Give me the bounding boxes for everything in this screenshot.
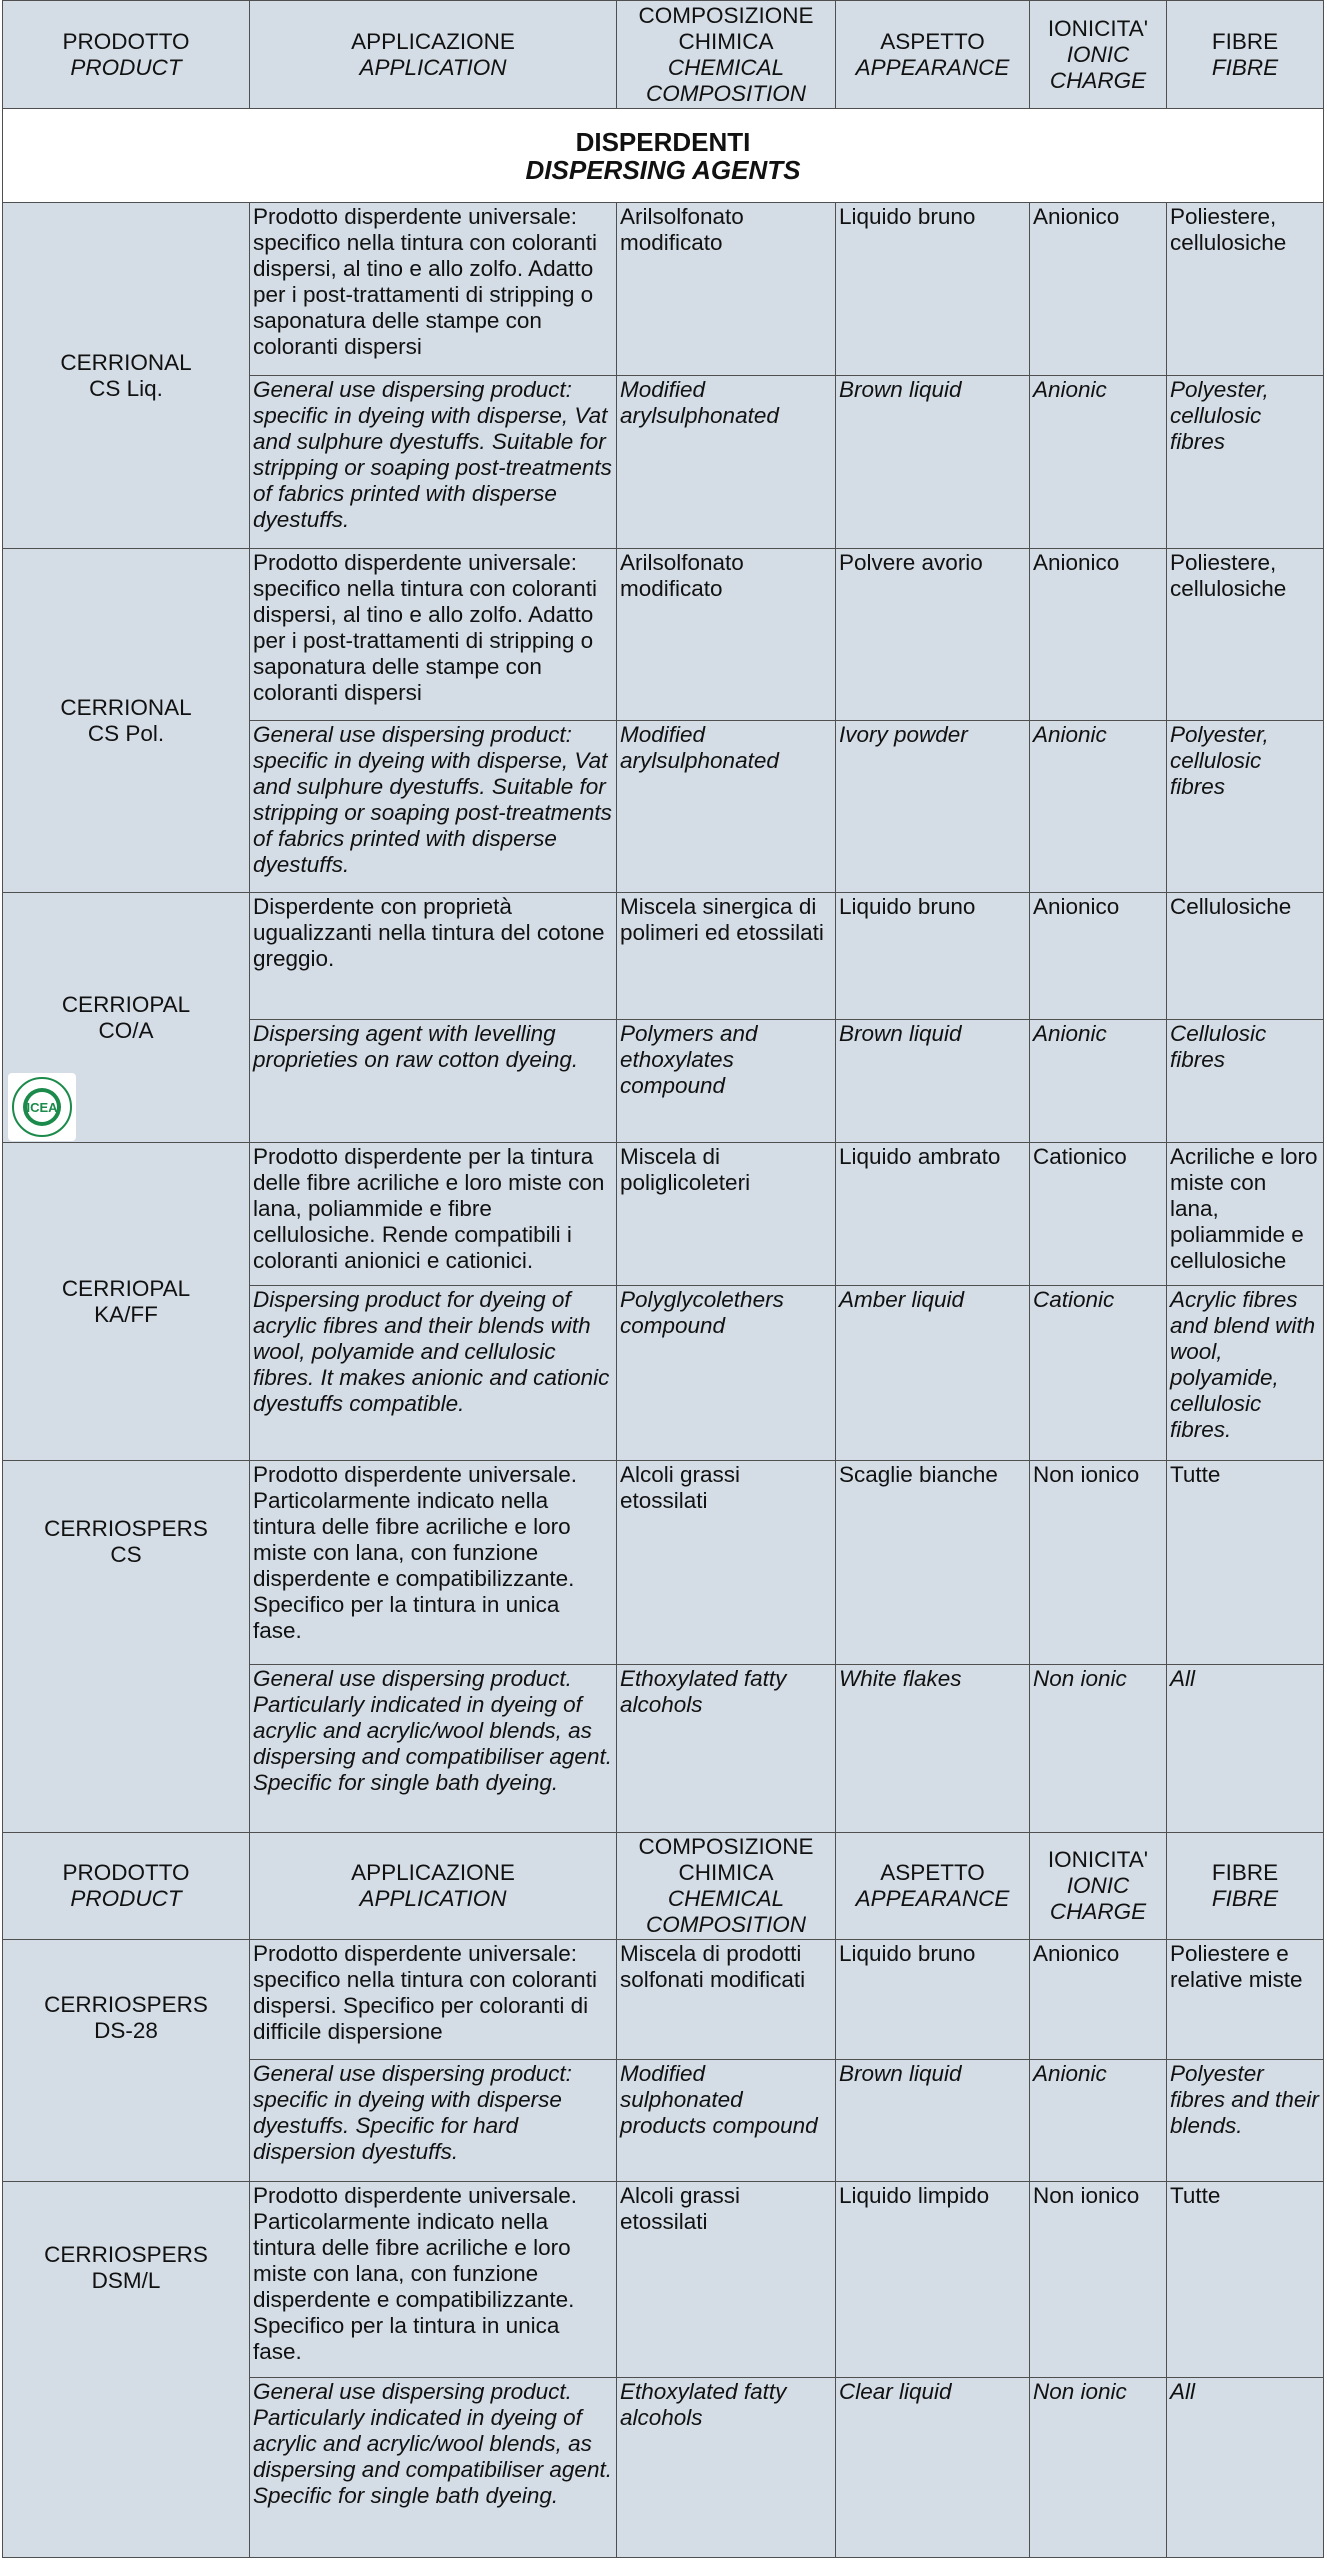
appearance-it: Liquido bruno [836,1940,1030,2060]
appearance-it: Liquido limpido [836,2182,1030,2378]
product-row-it [3,549,1324,721]
composition-it: Miscela di poliglicoleteri [617,1143,836,1286]
product-name: CERRIONAL CS Liq. [3,203,250,549]
ionic-en: Anionic [1030,1020,1167,1143]
fibre-en: All [1167,1665,1324,1837]
product-name: CERRIOSPERS DS-28 [3,1940,250,2182]
application-en: General use dispersing product. Particularly indicated in dyeing of acrylic and acrylic/wool blends, as dispersing and compatibiliser agent. Specific for single bath dyeing. [250,2378,617,2558]
appearance-it: Liquido bruno [836,893,1030,1020]
appearance-it: Polvere avorio [836,549,1030,721]
composition-it: Miscela di prodotti solfonati modificati [617,1940,836,2060]
application-it: Prodotto disperdente per la tintura delle fibre acriliche e loro miste con lana, poliammide e fibre cellulosiche. Rende compatibili i coloranti anionici e cationici. [250,1143,617,1286]
composition-en: Polymers and ethoxylates compound [617,1020,836,1143]
product-name: CERRIOSPERS DSM/L [3,2182,250,2558]
fibre-it: Tutte [1167,1461,1324,1665]
icea-logo-mark [11,1076,73,1138]
composition-en: Polyglycolethers compound [617,1286,836,1461]
composition-en: Modified sulphonated products compound [617,2060,836,2182]
ionic-en: Anionic [1030,376,1167,549]
ionic-it: Non ionico [1030,1461,1167,1665]
ionic-en: Cationic [1030,1286,1167,1461]
application-it: Prodotto disperdente universale: specifico nella tintura con coloranti dispersi. Specifico per coloranti di difficile dispersione [250,1940,617,2060]
composition-it: Alcoli grassi etossilati [617,2182,836,2378]
product-row-it [3,203,1324,376]
appearance-en: Ivory powder [836,721,1030,893]
ionic-it: Anionico [1030,203,1167,376]
application-it: Disperdente con proprietà ugualizzanti nella tintura del cotone greggio. [250,893,617,1020]
header-product: PRODOTTO PRODUCT [3,1,250,109]
header-row [3,1833,1324,1940]
icea-logo [8,1073,76,1141]
appearance-en: White flakes [836,1665,1030,1837]
composition-it: Arilsolfonato modificato [617,203,836,376]
product-row-it [3,1461,1324,1665]
section-title: DISPERDENTI DISPERSING AGENTS [3,109,1324,203]
composition-it: Miscela sinergica di polimeri ed etossilati [617,893,836,1020]
fibre-it: Poliestere, cellulosiche [1167,549,1324,721]
appearance-it: Liquido ambrato [836,1143,1030,1286]
fibre-en: Cellulosic fibres [1167,1020,1324,1143]
product-row-it [3,1143,1324,1286]
fibre-en: Polyester fibres and their blends. [1167,2060,1324,2182]
composition-it: Arilsolfonato modificato [617,549,836,721]
application-it: Prodotto disperdente universale: specifico nella tintura con coloranti dispersi, al tino e allo zolfo. Adatto per i post-trattamenti di stripping o saponatura delle stampe con coloranti dispersi [250,203,617,376]
application-en: General use dispersing product: specific in dyeing with disperse, Vat and sulphure dyestuffs. Suitable for stripping or soaping post-treatments of fabrics printed with disperse dyestuffs. [250,376,617,549]
appearance-en: Amber liquid [836,1286,1030,1461]
fibre-en: Polyester, cellulosic fibres [1167,721,1324,893]
appearance-it: Liquido bruno [836,203,1030,376]
products-table-2 [2,1832,1324,2558]
fibre-it: Cellulosiche [1167,893,1324,1020]
ionic-en: Non ionic [1030,1665,1167,1837]
ionic-it: Cationico [1030,1143,1167,1286]
composition-en: Ethoxylated fatty alcohols [617,1665,836,1837]
application-en: General use dispersing product: specific in dyeing with disperse dyestuffs. Specific for hard dispersion dyestuffs. [250,2060,617,2182]
header-ionic-charge: IONICITA' IONIC CHARGE [1030,1833,1167,1940]
composition-it: Alcoli grassi etossilati [617,1461,836,1665]
application-it: Prodotto disperdente universale. Particolarmente indicato nella tintura delle fibre acriliche e loro miste con lana, con funzione disperdente e compatibilizzante. Specifico per la tintura in unica fase. [250,2182,617,2378]
header-ionic-charge: IONICITA' IONIC CHARGE [1030,1,1167,109]
fibre-en: All [1167,2378,1324,2558]
header-row [3,1,1324,109]
composition-en: Modified arylsulphonated [617,721,836,893]
ionic-en: Anionic [1030,2060,1167,2182]
svg-text:ICEA: ICEA [26,1100,58,1115]
product-name: CERRIOPAL KA/FF [3,1143,250,1461]
appearance-it: Scaglie bianche [836,1461,1030,1665]
product-row-it [3,1940,1324,2060]
header-appearance: ASPETTO APPEARANCE [836,1,1030,109]
product-row-it [3,2182,1324,2378]
application-it: Prodotto disperdente universale. Particolarmente indicato nella tintura delle fibre acriliche e loro miste con lana, con funzione disperdente e compatibilizzante. Specifico per la tintura in unica fase. [250,1461,617,1665]
ionic-it: Anionico [1030,893,1167,1020]
fibre-it: Poliestere, cellulosiche [1167,203,1324,376]
ionic-it: Non ionico [1030,2182,1167,2378]
header-product: PRODOTTO PRODUCT [3,1833,250,1940]
ionic-en: Non ionic [1030,2378,1167,2558]
header-application: APPLICAZIONE APPLICATION [250,1833,617,1940]
ionic-en: Anionic [1030,721,1167,893]
fibre-en: Polyester, cellulosic fibres [1167,376,1324,549]
ionic-it: Anionico [1030,1940,1167,2060]
fibre-it: Poliestere e relative miste [1167,1940,1324,2060]
appearance-en: Clear liquid [836,2378,1030,2558]
fibre-it: Acriliche e loro miste con lana, poliammide e cellulosiche [1167,1143,1324,1286]
header-composition: COMPOSIZIONE CHIMICA CHEMICAL COMPOSITION [617,1,836,109]
product-name: CERRIOPAL CO/A ICEA [3,893,250,1143]
appearance-en: Brown liquid [836,1020,1030,1143]
header-fibre: FIBRE FIBRE [1167,1,1324,109]
application-en: General use dispersing product. Particularly indicated in dyeing of acrylic and acrylic/wool blends, as dispersing and compatibiliser agent. Specific for single bath dyeing. [250,1665,617,1837]
appearance-en: Brown liquid [836,2060,1030,2182]
ionic-it: Anionico [1030,549,1167,721]
application-it: Prodotto disperdente universale: specifico nella tintura con coloranti dispersi, al tino e allo zolfo. Adatto per i post-trattamenti di stripping o saponatura delle stampe con coloranti dispersi [250,549,617,721]
products-table-1 [2,0,1324,1837]
product-name: CERRIONAL CS Pol. [3,549,250,893]
fibre-it: Tutte [1167,2182,1324,2378]
application-en: General use dispersing product: specific in dyeing with disperse, Vat and sulphure dyestuffs. Suitable for stripping or soaping post-treatments of fabrics printed with disperse dyestuffs. [250,721,617,893]
application-en: Dispersing agent with levelling proprieties on raw cotton dyeing. [250,1020,617,1143]
composition-en: Modified arylsulphonated [617,376,836,549]
header-appearance: ASPETTO APPEARANCE [836,1833,1030,1940]
header-fibre: FIBRE FIBRE [1167,1833,1324,1940]
appearance-en: Brown liquid [836,376,1030,549]
application-en: Dispersing product for dyeing of acrylic fibres and their blends with wool, polyamide and cellulosic fibres. It makes anionic and cationic dyestuffs compatible. [250,1286,617,1461]
product-name: CERRIOSPERS CS [3,1461,250,1837]
product-row-it [3,893,1324,1020]
section-row [3,109,1324,203]
fibre-en: Acrylic fibres and blend with wool, polyamide, cellulosic fibres. [1167,1286,1324,1461]
composition-en: Ethoxylated fatty alcohols [617,2378,836,2558]
header-composition: COMPOSIZIONE CHIMICA CHEMICAL COMPOSITION [617,1833,836,1940]
header-application: APPLICAZIONE APPLICATION [250,1,617,109]
